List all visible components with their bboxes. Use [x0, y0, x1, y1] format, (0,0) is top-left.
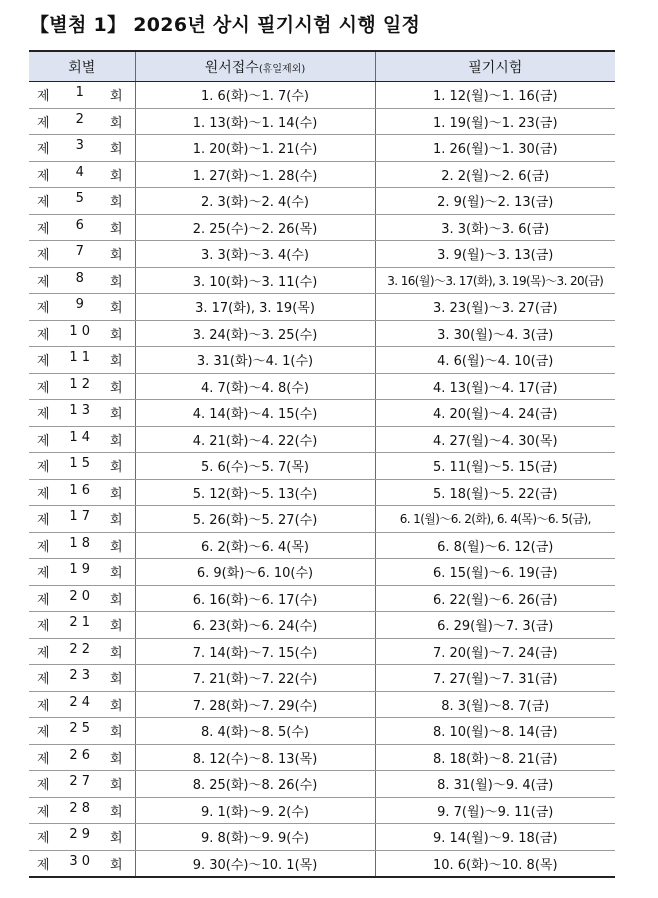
round-number: 2 1 [69, 615, 91, 631]
round-prefix: 제 [37, 380, 50, 396]
application-period-cell: 5. 26(화)～5. 27(수) [135, 506, 375, 533]
table-row [29, 214, 615, 241]
round-number: 2 5 [69, 721, 91, 737]
round-cell [29, 479, 135, 506]
table-row [29, 188, 615, 215]
round-suffix: 회 [109, 672, 123, 688]
exam-period-cell: 3. 9(월)～3. 13(금) [375, 241, 615, 268]
round-label [29, 377, 135, 396]
table-row [29, 241, 615, 268]
round-number: 1 7 [69, 509, 91, 525]
round-label [29, 85, 135, 104]
exam-period-cell: 6. 1(월)～6. 2(화), 6. 4(목)～6. 5(금), [375, 506, 615, 533]
round-cell [29, 506, 135, 533]
table-row [29, 559, 615, 586]
round-cell [29, 373, 135, 400]
round-suffix: 회 [109, 354, 123, 370]
table-row [29, 108, 615, 135]
round-suffix: 회 [109, 566, 123, 582]
table-row [29, 400, 615, 427]
application-period-cell: 4. 21(화)～4. 22(수) [135, 426, 375, 453]
round-prefix: 제 [37, 566, 50, 582]
round-suffix: 회 [109, 248, 123, 264]
round-number: 2 0 [69, 588, 91, 604]
round-prefix: 제 [37, 354, 50, 370]
round-suffix: 회 [109, 778, 123, 794]
application-period-cell: 3. 31(화)～4. 1(수) [135, 347, 375, 374]
round-prefix: 제 [37, 89, 50, 105]
application-period-cell: 9. 8(화)～9. 9(수) [135, 824, 375, 851]
round-number: 2 7 [69, 774, 91, 790]
round-suffix: 회 [109, 460, 123, 476]
round-number: 2 [75, 111, 84, 127]
round-suffix: 회 [109, 301, 123, 317]
header-application [135, 51, 375, 82]
application-period-cell: 6. 2(화)～6. 4(목) [135, 532, 375, 559]
application-period-cell: 5. 12(화)～5. 13(수) [135, 479, 375, 506]
table-row [29, 82, 615, 109]
exam-period-cell: 5. 11(월)～5. 15(금) [375, 453, 615, 480]
header-exam: 필기시험 [375, 51, 615, 82]
round-suffix: 회 [109, 407, 123, 423]
round-suffix: 회 [109, 327, 123, 343]
round-label [29, 589, 135, 608]
table-row [29, 532, 615, 559]
application-period-cell: 1. 13(화)～1. 14(수) [135, 108, 375, 135]
application-period-cell: 3. 10(화)～3. 11(수) [135, 267, 375, 294]
round-suffix: 회 [109, 751, 123, 767]
exam-period-cell: 5. 18(월)～5. 22(금) [375, 479, 615, 506]
round-prefix: 제 [37, 142, 50, 158]
round-label [29, 509, 135, 528]
round-prefix: 제 [37, 248, 50, 264]
application-period-cell: 7. 21(화)～7. 22(수) [135, 665, 375, 692]
round-label [29, 430, 135, 449]
application-period-cell: 1. 20(화)～1. 21(수) [135, 135, 375, 162]
table-row [29, 373, 615, 400]
application-period-cell: 4. 14(화)～4. 15(수) [135, 400, 375, 427]
exam-period-cell: 6. 29(월)～7. 3(금) [375, 612, 615, 639]
application-period-cell: 2. 3(화)～2. 4(수) [135, 188, 375, 215]
round-suffix: 회 [109, 725, 123, 741]
round-prefix: 제 [37, 619, 50, 635]
round-number: 6 [75, 217, 84, 233]
round-cell [29, 214, 135, 241]
round-cell [29, 718, 135, 745]
round-prefix: 제 [37, 115, 50, 131]
round-prefix: 제 [37, 831, 50, 847]
round-prefix: 제 [37, 221, 50, 237]
application-period-cell: 3. 17(화), 3. 19(목) [135, 294, 375, 321]
round-number: 2 9 [69, 827, 91, 843]
exam-period-cell: 3. 16(월)～3. 17(화), 3. 19(목)～3. 20(금) [375, 267, 615, 294]
round-label [29, 562, 135, 581]
exam-period-cell: 3. 30(월)～4. 3(금) [375, 320, 615, 347]
table-row [29, 797, 615, 824]
table-row [29, 850, 615, 877]
exam-period-cell: 6. 22(월)～6. 26(금) [375, 585, 615, 612]
round-suffix: 회 [109, 433, 123, 449]
table-row [29, 771, 615, 798]
round-cell [29, 161, 135, 188]
round-suffix: 회 [109, 115, 123, 131]
round-prefix: 제 [37, 407, 50, 423]
exam-period-cell: 4. 20(월)～4. 24(금) [375, 400, 615, 427]
round-cell [29, 744, 135, 771]
exam-period-cell: 4. 27(월)～4. 30(목) [375, 426, 615, 453]
round-number: 2 6 [69, 747, 91, 763]
round-number: 1 8 [69, 535, 91, 551]
exam-period-cell: 6. 8(월)～6. 12(금) [375, 532, 615, 559]
round-label [29, 191, 135, 210]
round-label [29, 165, 135, 184]
round-number: 7 [75, 244, 84, 260]
round-cell [29, 400, 135, 427]
table-row [29, 294, 615, 321]
round-number: 3 0 [69, 853, 91, 869]
table-row [29, 479, 615, 506]
table-row [29, 426, 615, 453]
round-prefix: 제 [37, 433, 50, 449]
round-number: 5 [75, 191, 84, 207]
exam-period-cell: 3. 3(화)～3. 6(금) [375, 214, 615, 241]
exam-period-cell: 6. 15(월)～6. 19(금) [375, 559, 615, 586]
round-number: 8 [75, 270, 84, 286]
round-label [29, 403, 135, 422]
round-cell [29, 453, 135, 480]
round-label [29, 536, 135, 555]
round-cell [29, 347, 135, 374]
round-prefix: 제 [37, 672, 50, 688]
round-prefix: 제 [37, 645, 50, 661]
round-suffix: 회 [109, 513, 123, 529]
round-suffix: 회 [109, 195, 123, 211]
round-label [29, 456, 135, 475]
application-period-cell: 8. 12(수)～8. 13(목) [135, 744, 375, 771]
round-cell [29, 188, 135, 215]
application-period-cell: 9. 1(화)～9. 2(수) [135, 797, 375, 824]
round-label [29, 668, 135, 687]
round-label [29, 774, 135, 793]
round-suffix: 회 [109, 168, 123, 184]
round-label [29, 350, 135, 369]
application-period-cell: 3. 3(화)～3. 4(수) [135, 241, 375, 268]
round-cell [29, 850, 135, 877]
round-suffix: 회 [109, 698, 123, 714]
round-suffix: 회 [109, 142, 123, 158]
round-prefix: 제 [37, 539, 50, 555]
round-number: 2 8 [69, 800, 91, 816]
application-period-cell: 2. 25(수)～2. 26(목) [135, 214, 375, 241]
table-row [29, 347, 615, 374]
round-label [29, 271, 135, 290]
round-label [29, 483, 135, 502]
round-cell [29, 267, 135, 294]
round-suffix: 회 [109, 857, 123, 873]
round-cell [29, 82, 135, 109]
application-period-cell: 3. 24(화)～3. 25(수) [135, 320, 375, 347]
exam-period-cell: 2. 9(월)～2. 13(금) [375, 188, 615, 215]
round-label [29, 721, 135, 740]
round-number: 1 4 [69, 429, 91, 445]
exam-period-cell: 3. 23(월)～3. 27(금) [375, 294, 615, 321]
round-label [29, 112, 135, 131]
round-cell [29, 585, 135, 612]
exam-period-cell: 10. 6(화)～10. 8(목) [375, 850, 615, 877]
application-period-cell: 6. 23(화)～6. 24(수) [135, 612, 375, 639]
round-number: 1 [75, 85, 84, 101]
table-row [29, 267, 615, 294]
document-title: 【별첨 1】 2026년 상시 필기시험 시행 일정 [30, 14, 421, 36]
table-row [29, 161, 615, 188]
round-label [29, 801, 135, 820]
application-period-cell: 7. 28(화)～7. 29(수) [135, 691, 375, 718]
round-number: 2 4 [69, 694, 91, 710]
round-label [29, 854, 135, 873]
table-body [29, 82, 615, 878]
table-row [29, 506, 615, 533]
application-period-cell: 8. 4(화)～8. 5(수) [135, 718, 375, 745]
round-cell [29, 294, 135, 321]
round-label [29, 244, 135, 263]
round-suffix: 회 [109, 804, 123, 820]
round-prefix: 제 [37, 857, 50, 873]
application-period-cell: 7. 14(화)～7. 15(수) [135, 638, 375, 665]
round-prefix: 제 [37, 725, 50, 741]
table-row [29, 665, 615, 692]
round-cell [29, 665, 135, 692]
table-row [29, 718, 615, 745]
round-number: 1 6 [69, 482, 91, 498]
round-prefix: 제 [37, 486, 50, 502]
round-number: 9 [75, 297, 84, 313]
table-row [29, 612, 615, 639]
round-prefix: 제 [37, 195, 50, 211]
application-period-cell: 8. 25(화)～8. 26(수) [135, 771, 375, 798]
round-label [29, 642, 135, 661]
exam-schedule-table [29, 50, 615, 878]
round-cell [29, 135, 135, 162]
table-row [29, 453, 615, 480]
round-cell [29, 612, 135, 639]
round-number: 1 5 [69, 456, 91, 472]
round-prefix: 제 [37, 592, 50, 608]
round-prefix: 제 [37, 778, 50, 794]
round-number: 1 9 [69, 562, 91, 578]
exam-period-cell: 4. 13(월)～4. 17(금) [375, 373, 615, 400]
exam-period-cell: 8. 18(화)～8. 21(금) [375, 744, 615, 771]
application-period-cell: 4. 7(화)～4. 8(수) [135, 373, 375, 400]
round-number: 1 3 [69, 403, 91, 419]
round-label [29, 827, 135, 846]
round-suffix: 회 [109, 645, 123, 661]
round-prefix: 제 [37, 751, 50, 767]
exam-period-cell: 9. 14(월)～9. 18(금) [375, 824, 615, 851]
application-period-cell: 9. 30(수)～10. 1(목) [135, 850, 375, 877]
round-number: 1 2 [69, 376, 91, 392]
application-period-cell: 5. 6(수)～5. 7(목) [135, 453, 375, 480]
table-row [29, 638, 615, 665]
round-cell [29, 824, 135, 851]
round-cell [29, 108, 135, 135]
exam-period-cell: 8. 3(월)～8. 7(금) [375, 691, 615, 718]
table-row [29, 691, 615, 718]
exam-period-cell: 1. 26(월)～1. 30(금) [375, 135, 615, 162]
round-prefix: 제 [37, 513, 50, 529]
round-number: 2 3 [69, 668, 91, 684]
round-prefix: 제 [37, 804, 50, 820]
exam-period-cell: 1. 19(월)～1. 23(금) [375, 108, 615, 135]
round-suffix: 회 [109, 619, 123, 635]
round-suffix: 회 [109, 831, 123, 847]
round-suffix: 회 [109, 592, 123, 608]
exam-period-cell: 8. 10(월)～8. 14(금) [375, 718, 615, 745]
round-cell [29, 426, 135, 453]
round-cell [29, 771, 135, 798]
round-suffix: 회 [109, 380, 123, 396]
table-row [29, 585, 615, 612]
round-number: 1 1 [69, 350, 91, 366]
table-row [29, 135, 615, 162]
round-number: 2 2 [69, 641, 91, 657]
round-cell [29, 532, 135, 559]
round-prefix: 제 [37, 301, 50, 317]
application-period-cell: 6. 9(화)～6. 10(수) [135, 559, 375, 586]
round-label [29, 615, 135, 634]
round-cell [29, 638, 135, 665]
exam-period-cell: 8. 31(월)～9. 4(금) [375, 771, 615, 798]
round-prefix: 제 [37, 327, 50, 343]
round-number: 3 [75, 138, 84, 154]
round-prefix: 제 [37, 698, 50, 714]
round-suffix: 회 [109, 274, 123, 290]
table-row [29, 824, 615, 851]
round-number: 1 0 [69, 323, 91, 339]
table-row [29, 320, 615, 347]
round-label [29, 138, 135, 157]
round-prefix: 제 [37, 168, 50, 184]
round-suffix: 회 [109, 486, 123, 502]
round-cell [29, 320, 135, 347]
header-application-label: 원서접수 [204, 59, 259, 76]
round-label [29, 218, 135, 237]
header-round: 회별 [29, 51, 135, 82]
exam-period-cell: 7. 20(월)～7. 24(금) [375, 638, 615, 665]
round-cell [29, 241, 135, 268]
round-label [29, 324, 135, 343]
table-row [29, 744, 615, 771]
round-prefix: 제 [37, 274, 50, 290]
exam-period-cell: 9. 7(월)～9. 11(금) [375, 797, 615, 824]
application-period-cell: 1. 27(화)～1. 28(수) [135, 161, 375, 188]
round-label [29, 297, 135, 316]
round-suffix: 회 [109, 539, 123, 555]
application-period-cell: 6. 16(화)～6. 17(수) [135, 585, 375, 612]
round-label [29, 748, 135, 767]
round-cell [29, 691, 135, 718]
round-cell [29, 559, 135, 586]
exam-period-cell: 4. 6(월)～4. 10(금) [375, 347, 615, 374]
header-application-note: (휴일제외) [258, 63, 306, 75]
round-suffix: 회 [109, 221, 123, 237]
round-prefix: 제 [37, 460, 50, 476]
application-period-cell: 1. 6(화)～1. 7(수) [135, 82, 375, 109]
round-suffix: 회 [109, 89, 123, 105]
exam-period-cell: 1. 12(월)～1. 16(금) [375, 82, 615, 109]
exam-period-cell: 7. 27(월)～7. 31(금) [375, 665, 615, 692]
round-cell [29, 797, 135, 824]
exam-period-cell: 2. 2(월)～2. 6(금) [375, 161, 615, 188]
round-number: 4 [75, 164, 84, 180]
round-label [29, 695, 135, 714]
table-header-row [29, 51, 615, 82]
